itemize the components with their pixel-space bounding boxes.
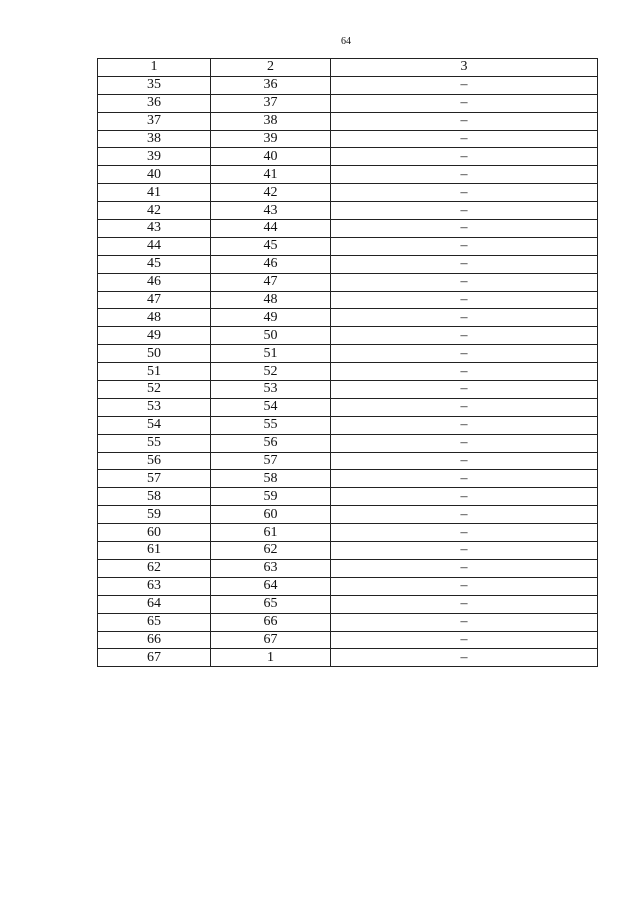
table-cell-col-1: 64 <box>98 595 211 613</box>
table-cell-col-2: 40 <box>211 148 331 166</box>
table-cell-col-2: 46 <box>211 255 331 273</box>
table-row <box>98 291 598 309</box>
table-cell-col-3: – <box>331 506 598 524</box>
table-row <box>98 166 598 184</box>
table-row <box>98 613 598 631</box>
table-row <box>98 220 598 238</box>
table-cell-col-2: 59 <box>211 488 331 506</box>
table-cell-col-1: 46 <box>98 273 211 291</box>
column-header-2: 2 <box>211 59 331 77</box>
table-row <box>98 130 598 148</box>
table-row <box>98 345 598 363</box>
table-cell-col-1: 44 <box>98 237 211 255</box>
table-cell-col-3: – <box>331 291 598 309</box>
table-cell-col-2: 47 <box>211 273 331 291</box>
table-cell-col-1: 65 <box>98 613 211 631</box>
table-cell-col-3: – <box>331 398 598 416</box>
table-cell-col-2: 37 <box>211 94 331 112</box>
table-cell-col-1: 54 <box>98 416 211 434</box>
table-cell-col-2: 50 <box>211 327 331 345</box>
table-cell-col-1: 55 <box>98 434 211 452</box>
table-cell-col-3: – <box>331 542 598 560</box>
table-row <box>98 148 598 166</box>
table-cell-col-2: 41 <box>211 166 331 184</box>
table-cell-col-3: – <box>331 112 598 130</box>
data-table <box>97 58 598 667</box>
table-cell-col-1: 49 <box>98 327 211 345</box>
table-cell-col-1: 56 <box>98 452 211 470</box>
table-cell-col-1: 61 <box>98 542 211 560</box>
table-cell-col-2: 36 <box>211 76 331 94</box>
table-cell-col-1: 60 <box>98 524 211 542</box>
table-body <box>98 76 598 666</box>
table-row <box>98 542 598 560</box>
table-cell-col-3: – <box>331 452 598 470</box>
table-cell-col-3: – <box>331 309 598 327</box>
table-cell-col-2: 52 <box>211 363 331 381</box>
table-cell-col-3: – <box>331 595 598 613</box>
table-cell-col-3: – <box>331 381 598 399</box>
table-cell-col-2: 67 <box>211 631 331 649</box>
table-row <box>98 255 598 273</box>
table-row <box>98 398 598 416</box>
table-row <box>98 309 598 327</box>
table-cell-col-1: 57 <box>98 470 211 488</box>
table-row <box>98 237 598 255</box>
page-number: 64 <box>341 36 351 47</box>
table-cell-col-1: 36 <box>98 94 211 112</box>
table-cell-col-2: 62 <box>211 542 331 560</box>
table-row <box>98 184 598 202</box>
table-row <box>98 76 598 94</box>
table-cell-col-2: 61 <box>211 524 331 542</box>
table-cell-col-3: – <box>331 416 598 434</box>
table-row <box>98 452 598 470</box>
table-cell-col-1: 35 <box>98 76 211 94</box>
table-cell-col-3: – <box>331 559 598 577</box>
table-row <box>98 363 598 381</box>
table-cell-col-2: 53 <box>211 381 331 399</box>
table-cell-col-3: – <box>331 488 598 506</box>
table-cell-col-2: 65 <box>211 595 331 613</box>
table-cell-col-1: 52 <box>98 381 211 399</box>
table-row <box>98 381 598 399</box>
table-cell-col-1: 42 <box>98 202 211 220</box>
table-cell-col-3: – <box>331 363 598 381</box>
table-cell-col-2: 45 <box>211 237 331 255</box>
table-row <box>98 273 598 291</box>
table-cell-col-1: 63 <box>98 577 211 595</box>
table-cell-col-1: 59 <box>98 506 211 524</box>
table-cell-col-1: 40 <box>98 166 211 184</box>
table-row <box>98 327 598 345</box>
table-row <box>98 470 598 488</box>
table-row <box>98 595 598 613</box>
table-cell-col-1: 53 <box>98 398 211 416</box>
table-cell-col-3: – <box>331 327 598 345</box>
table-cell-col-2: 54 <box>211 398 331 416</box>
table-row <box>98 112 598 130</box>
table-cell-col-3: – <box>331 237 598 255</box>
table-cell-col-3: – <box>331 345 598 363</box>
table-cell-col-2: 57 <box>211 452 331 470</box>
table-cell-col-3: – <box>331 202 598 220</box>
table-cell-col-2: 58 <box>211 470 331 488</box>
table-cell-col-3: – <box>331 94 598 112</box>
table-cell-col-2: 1 <box>211 649 331 667</box>
table-cell-col-2: 44 <box>211 220 331 238</box>
table-cell-col-3: – <box>331 148 598 166</box>
column-header-3: 3 <box>331 59 598 77</box>
table-cell-col-3: – <box>331 76 598 94</box>
table-cell-col-1: 45 <box>98 255 211 273</box>
table-row <box>98 488 598 506</box>
table-cell-col-3: – <box>331 649 598 667</box>
table-cell-col-3: – <box>331 130 598 148</box>
table-cell-col-3: – <box>331 166 598 184</box>
table-row <box>98 631 598 649</box>
table-row <box>98 649 598 667</box>
table-row <box>98 416 598 434</box>
table-cell-col-3: – <box>331 613 598 631</box>
table-cell-col-2: 39 <box>211 130 331 148</box>
table-cell-col-2: 43 <box>211 202 331 220</box>
table-cell-col-2: 51 <box>211 345 331 363</box>
table-cell-col-3: – <box>331 577 598 595</box>
table-cell-col-1: 39 <box>98 148 211 166</box>
table-cell-col-3: – <box>331 184 598 202</box>
table-row <box>98 577 598 595</box>
table-cell-col-3: – <box>331 524 598 542</box>
table-cell-col-2: 66 <box>211 613 331 631</box>
table-cell-col-2: 56 <box>211 434 331 452</box>
table-cell-col-2: 55 <box>211 416 331 434</box>
table-header-row <box>98 59 598 77</box>
table-cell-col-1: 38 <box>98 130 211 148</box>
table-cell-col-1: 62 <box>98 559 211 577</box>
table-cell-col-1: 48 <box>98 309 211 327</box>
table-cell-col-1: 50 <box>98 345 211 363</box>
table-cell-col-3: – <box>331 434 598 452</box>
table-cell-col-2: 64 <box>211 577 331 595</box>
table-cell-col-3: – <box>331 255 598 273</box>
column-header-1: 1 <box>98 59 211 77</box>
table-cell-col-1: 47 <box>98 291 211 309</box>
table-cell-col-2: 63 <box>211 559 331 577</box>
table-cell-col-2: 49 <box>211 309 331 327</box>
table-cell-col-1: 58 <box>98 488 211 506</box>
table-cell-col-3: – <box>331 220 598 238</box>
table-cell-col-2: 48 <box>211 291 331 309</box>
table-row <box>98 559 598 577</box>
table-cell-col-2: 38 <box>211 112 331 130</box>
table-cell-col-1: 43 <box>98 220 211 238</box>
table-row <box>98 94 598 112</box>
table-cell-col-1: 51 <box>98 363 211 381</box>
table-cell-col-3: – <box>331 631 598 649</box>
table-cell-col-1: 41 <box>98 184 211 202</box>
table-cell-col-1: 37 <box>98 112 211 130</box>
table-cell-col-3: – <box>331 470 598 488</box>
table-cell-col-1: 66 <box>98 631 211 649</box>
table-cell-col-3: – <box>331 273 598 291</box>
table-cell-col-2: 42 <box>211 184 331 202</box>
table-cell-col-2: 60 <box>211 506 331 524</box>
table-cell-col-1: 67 <box>98 649 211 667</box>
table-row <box>98 434 598 452</box>
table-row <box>98 202 598 220</box>
table-row <box>98 506 598 524</box>
table-row <box>98 524 598 542</box>
